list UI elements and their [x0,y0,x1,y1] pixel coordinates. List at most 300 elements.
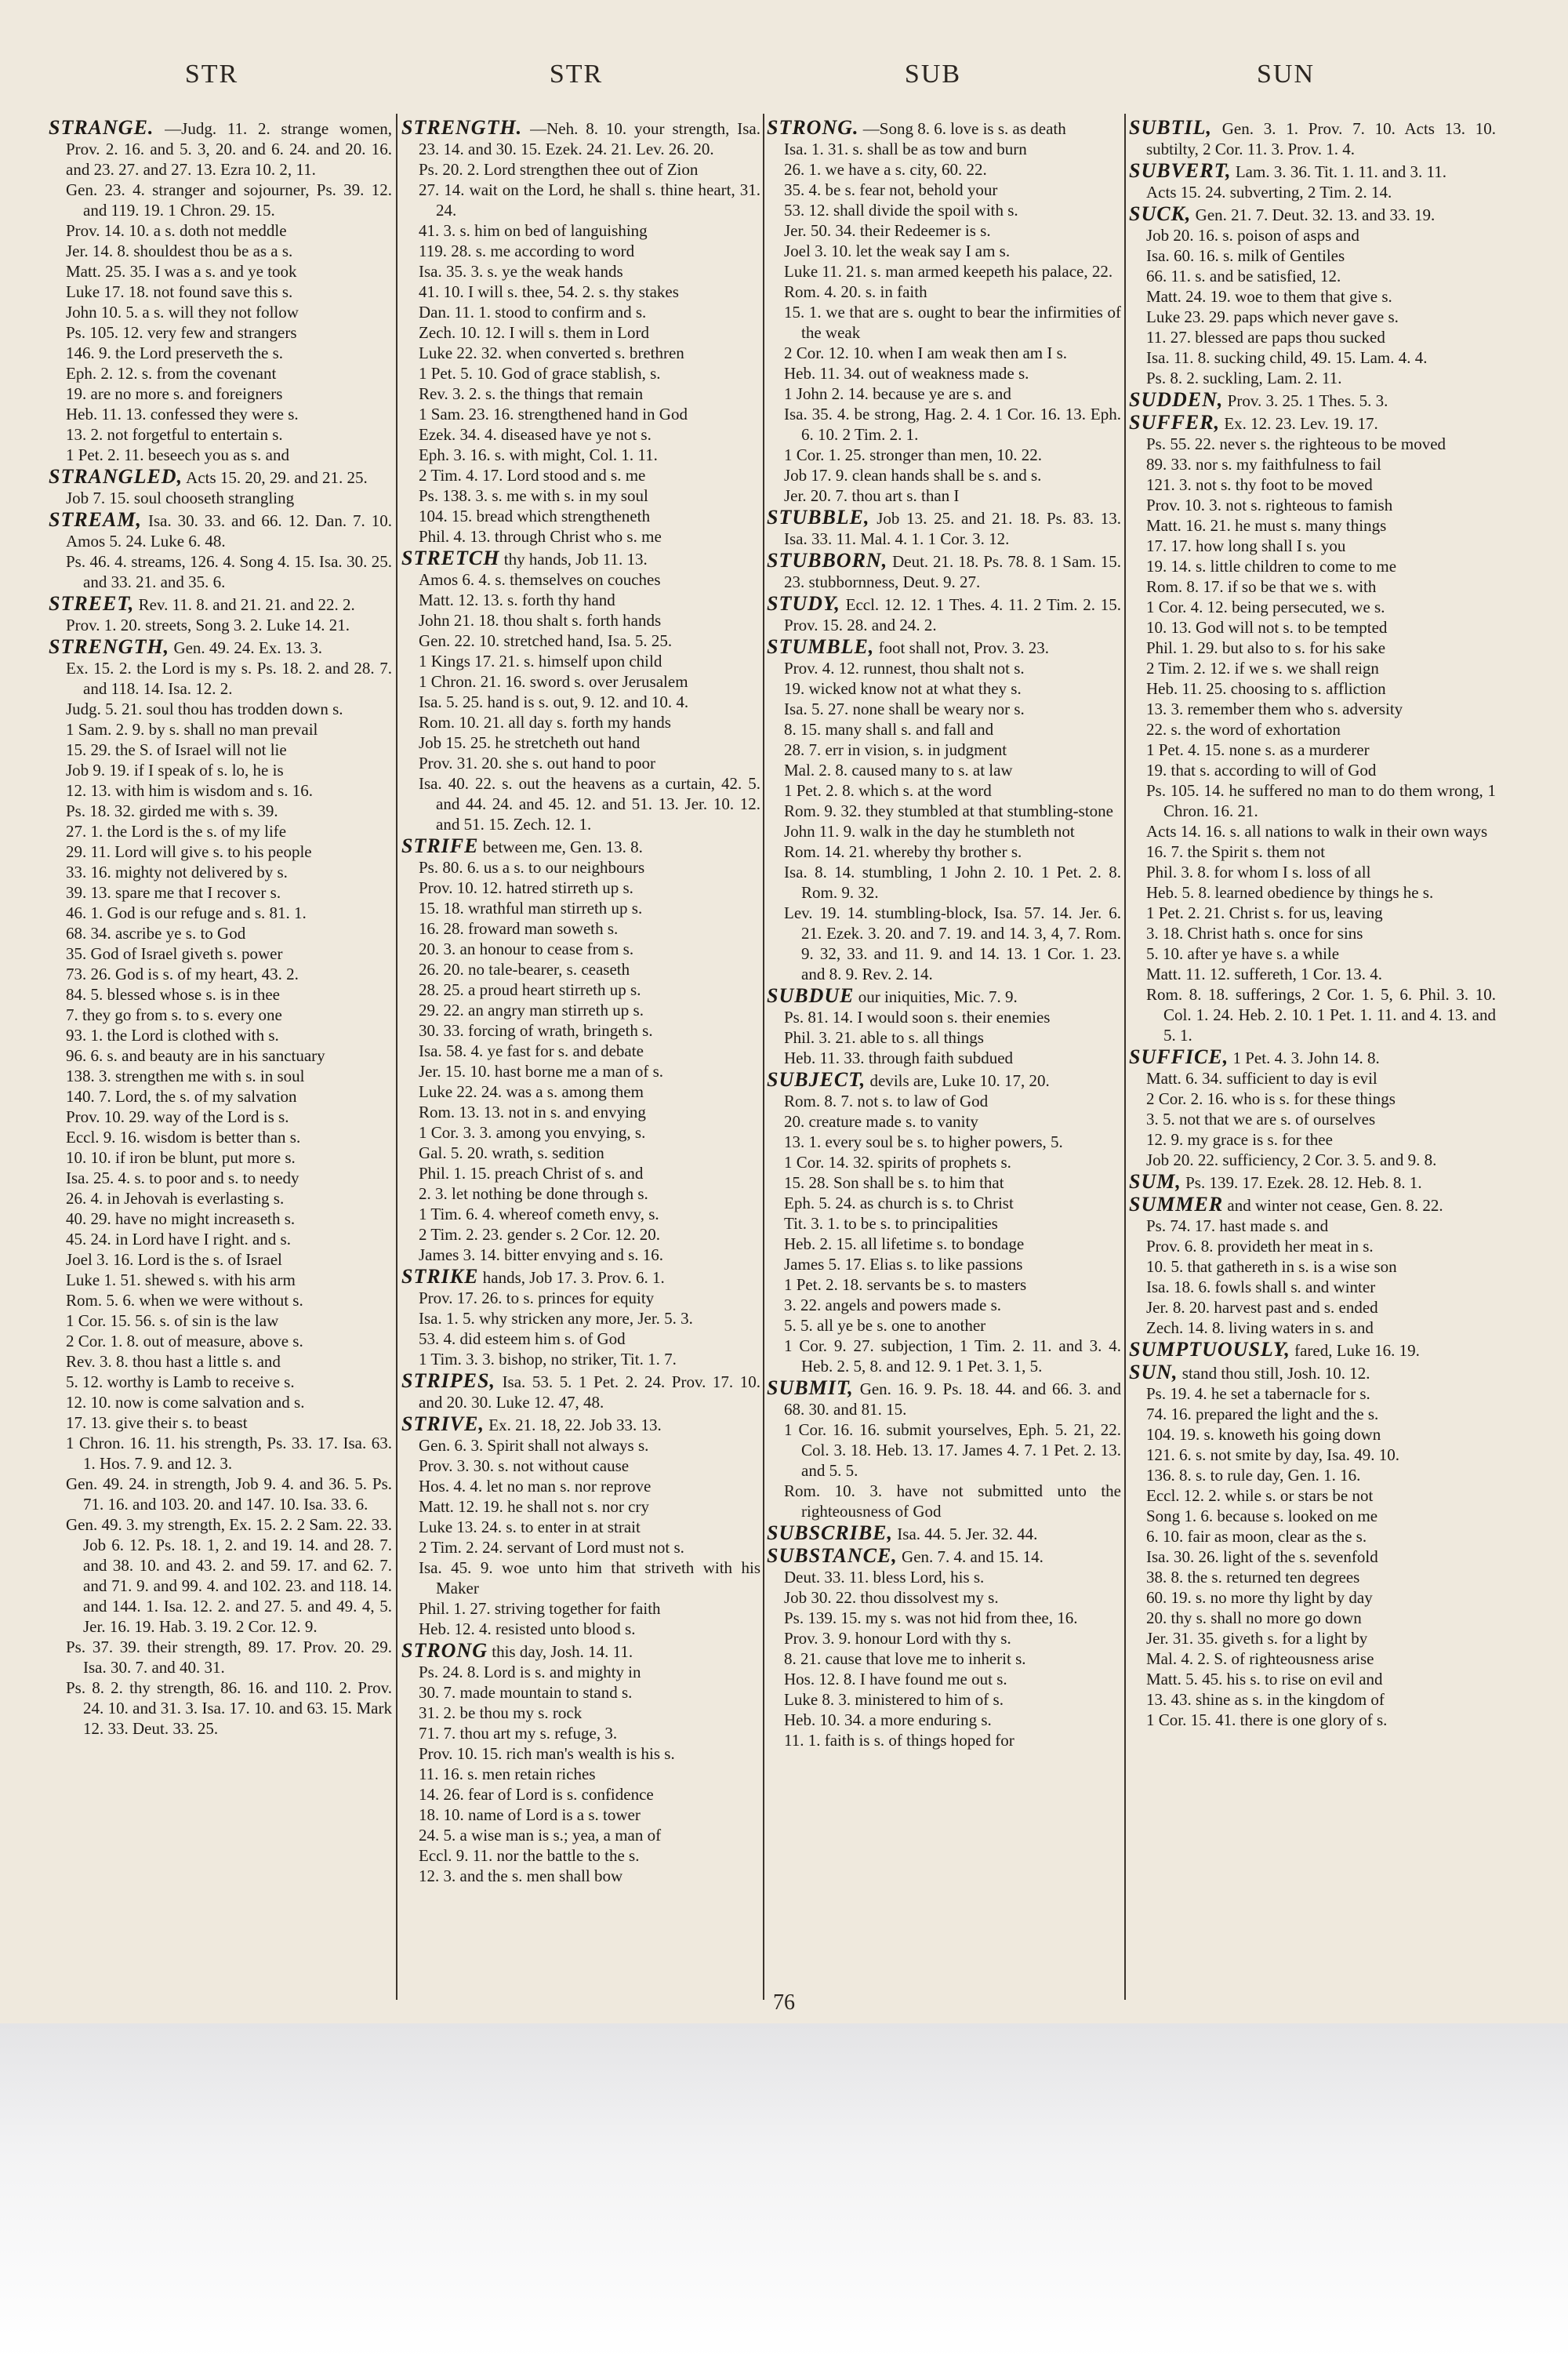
entry-reference-line: Deut. 33. 11. bless Lord, his s. [784,1568,985,1587]
concordance-entry [401,1371,760,1412]
concordance-entry [1129,1194,1496,1338]
entry-reference-line: Isa. 30. 26. light of the s. sevenfold [1146,1547,1378,1566]
entry-reference-line: 121. 6. s. not smite by day, Isa. 49. 10. [1146,1445,1399,1464]
entry-reference-line: 12. 10. now is come salvation and s. [66,1393,305,1412]
entry-reference-line: 13. 3. remember them who s. adversity [1146,700,1403,718]
entry-reference-line: 1 Pet. 2. 8. which s. at the word [784,781,992,800]
entry-keyword: STUBBORN, [767,549,888,572]
entry-reference-line: 28. 7. err in vision, s. in judgment [784,740,1007,759]
entry-reference-line: Job 7. 15. soul chooseth strangling [66,489,295,507]
entry-reference-line: Isa. 11. 8. sucking child, 49. 15. Lam. 4. 4. [1146,348,1428,367]
entry-reference-line: 30. 33. forcing of wrath, bringeth s. [419,1021,653,1040]
entry-reference-line: Rom. 4. 20. s. in faith [784,282,927,301]
entry-reference-line: Phil. 4. 13. through Christ who s. me [419,527,662,546]
entry-reference-line: 10. 10. if iron be blunt, put more s. [66,1148,296,1167]
entry-keyword: STRENGTH. [401,118,523,139]
entry-reference-line: 2 Tim. 2. 12. if we s. we shall reign [1146,659,1379,678]
entry-keyword: SUBDUE [767,984,855,1007]
entry-reference-line: Prov. 17. 26. to s. princes for equity [419,1289,655,1307]
concordance-entry [1129,1362,1496,1730]
entry-reference-line: 27. 1. the Lord is the s. of my life [66,822,287,841]
column-divider [763,114,764,2000]
entry-reference-line: 20. 3. an honour to cease from s. [419,940,634,958]
entry-reference-line: 3. 5. not that we are s. of ourselves [1146,1110,1376,1129]
entry-reference-line: Jer. 8. 20. harvest past and s. ended [1146,1298,1378,1317]
entry-reference-line: Rom. 5. 6. when we were without s. [66,1291,303,1310]
entry-first-reference: Isa. 53. 5. 1 Pet. 2. 24. Prov. 17. 10. and 20. 30. Luke 12. 47, 48. [419,1372,760,1412]
entry-keyword: STRIFE [401,834,479,857]
entry-reference-line: 1 Cor. 3. 3. among you envying, s. [419,1123,646,1142]
entry-reference-line: 15. 29. the S. of Israel will not lie [66,740,287,759]
entry-reference-line: 20. thy s. shall no more go down [1146,1608,1362,1627]
entry-reference-line: John 21. 18. thou shalt s. forth hands [419,611,662,630]
entry-reference-line: Matt. 5. 45. his s. to rise on evil and [1146,1670,1383,1688]
entry-reference-line: 1 Pet. 5. 10. God of grace stablish, s. [419,364,661,383]
running-header-4: SUN [1256,60,1316,89]
entry-reference-line: Ps. 46. 4. streams, 126. 4. Song 4. 15. Isa. 30. 25. and 33. 21. and 35. 6. [66,552,392,591]
entry-reference-line: Luke 13. 24. s. to enter in at strait [419,1518,641,1536]
entry-reference-line: 96. 6. s. and beauty are in his sanctuary [66,1046,325,1065]
concordance-entry [49,467,392,508]
entry-reference-line: Heb. 10. 34. a more enduring s. [784,1710,992,1729]
entry-reference-line: Job 30. 22. thou dissolvest my s. [784,1588,999,1607]
entry-keyword: STRETCH [401,547,500,569]
entry-first-reference: fared, Luke 16. 19. [1294,1341,1420,1360]
entry-reference-line: 11. 16. s. men retain riches [419,1765,596,1783]
entry-keyword: SUBMIT, [767,1376,854,1399]
column-2 [401,118,760,2000]
concordance-entry [767,507,1121,549]
concordance-entry [49,510,392,592]
entry-reference-line: Rom. 8. 18. sufferings, 2 Cor. 1. 5, 6. Phil. 3. 10. Col. 1. 24. Heb. 2. 10. 1 Pet. 1. 11. and 4. 13. and 5. 1. [1146,985,1496,1045]
entry-reference-line: 1 Tim. 3. 3. bishop, no striker, Tit. 1. 7. [419,1350,677,1369]
entry-reference-line: 24. 5. a wise man is s.; yea, a man of [419,1826,662,1845]
entry-reference-line: 2 Tim. 4. 17. Lord stood and s. me [419,466,646,485]
entry-reference-line: 35. 4. be s. fear not, behold your [784,180,998,199]
entry-reference-line: Prov. 1. 20. streets, Song 3. 2. Luke 14. 21. [66,616,350,634]
entry-reference-line: Ps. 20. 2. Lord strengthen thee out of Zion [419,160,699,179]
entry-reference-line: 2 Cor. 2. 16. who is s. for these things [1146,1089,1396,1108]
entry-reference-line: 15. 18. wrathful man stirreth up s. [419,899,643,918]
entry-reference-line: Rom. 14. 21. whereby thy brother s. [784,842,1022,861]
entry-reference-line: Gen. 23. 4. stranger and sojourner, Ps. 39. 12. and 119. 19. 1 Chron. 29. 15. [66,180,392,220]
page-number: 76 [773,1990,795,2015]
entry-reference-line: 89. 33. nor s. my faithfulness to fail [1146,455,1381,474]
entry-reference-line: 19. are no more s. and foreigners [66,384,283,403]
entry-reference-line: 29. 22. an angry man stirreth up s. [419,1001,644,1020]
entry-keyword: STUDY, [767,592,840,615]
entry-reference-line: 5. 12. worthy is Lamb to receive s. [66,1372,295,1391]
entry-reference-line: 28. 25. a proud heart stirreth up s. [419,980,641,999]
entry-reference-line: 41. 10. I will s. thee, 54. 2. s. thy stakes [419,282,679,301]
column-divider [1124,114,1126,2000]
entry-reference-line: Joel 3. 10. let the weak say I am s. [784,242,1011,260]
entry-first-reference: and winter not cease, Gen. 8. 22. [1227,1196,1443,1215]
concordance-entry [49,118,392,465]
entry-first-reference: thy hands, Job 11. 13. [503,550,648,569]
entry-reference-line: 1 Sam. 23. 16. strengthened hand in God [419,405,688,423]
entry-reference-line: 45. 24. in Lord have I right. and s. [66,1230,291,1249]
entry-reference-line: James 3. 14. bitter envying and s. 16. [419,1245,664,1264]
entry-keyword: SUN, [1129,1361,1178,1383]
entry-reference-line: Ps. 74. 17. hast made s. and [1146,1216,1329,1235]
entry-reference-line: Job 15. 25. he stretcheth out hand [419,733,641,752]
entry-reference-line: Prov. 4. 12. runnest, thou shalt not s. [784,659,1025,678]
entry-reference-line: 40. 29. have no might increaseth s. [66,1209,296,1228]
entry-keyword: SUCK, [1129,202,1192,225]
entry-reference-line: Rev. 3. 8. thou hast a little s. and [66,1352,281,1371]
entry-reference-line: Judg. 5. 21. soul thou has trodden down s. [66,700,343,718]
entry-reference-line: Heb. 11. 34. out of weakness made s. [784,364,1029,383]
entry-reference-line: 1 Chron. 21. 16. sword s. over Jerusalem [419,672,688,691]
entry-first-reference: 1 Pet. 4. 3. John 14. 8. [1232,1049,1380,1067]
entry-reference-line: 15. 1. we that are s. ought to bear the infirmities of the weak [784,303,1121,342]
entry-reference-line: Heb. 11. 33. through faith subdued [784,1049,1014,1067]
entry-reference-line: Acts 14. 16. s. all nations to walk in their own ways [1146,822,1488,841]
running-header-2: STR [549,60,604,89]
entry-reference-line: 6. 10. fair as moon, clear as the s. [1146,1527,1367,1546]
entry-reference-line: Ps. 37. 39. their strength, 89. 17. Prov. 20. 29. Isa. 30. 7. and 40. 31. [66,1637,392,1677]
entry-reference-line: Heb. 5. 8. learned obedience by things he s. [1146,883,1434,902]
entry-reference-line: Prov. 10. 3. not s. righteous to famish [1146,496,1393,514]
entry-first-reference: Isa. 44. 5. Jer. 32. 44. [897,1525,1038,1543]
entry-reference-line: Heb. 11. 25. choosing to s. affliction [1146,679,1386,698]
entry-reference-line: 38. 8. the s. returned ten degrees [1146,1568,1360,1587]
entry-reference-line: 17. 13. give their s. to beast [66,1413,248,1432]
entry-reference-line: 1 Pet. 4. 15. none s. as a murderer [1146,740,1370,759]
entry-reference-line: Isa. 8. 14. stumbling, 1 John 2. 10. 1 Pet. 2. 8. Rom. 9. 32. [784,863,1121,902]
concordance-entry [767,1070,1121,1376]
entry-first-reference: Lam. 3. 36. Tit. 1. 11. and 3. 11. [1235,162,1446,181]
entry-reference-line: Ps. 139. 15. my s. was not hid from thee, 16. [784,1608,1078,1627]
entry-reference-line: Jer. 31. 35. giveth s. for a light by [1146,1629,1368,1648]
entry-reference-line: 121. 3. not s. thy foot to be moved [1146,475,1373,494]
entry-reference-line: Mal. 4. 2. S. of righteousness arise [1146,1649,1374,1668]
entry-reference-line: 19. wicked know not at what they s. [784,679,1022,698]
entry-reference-line: 19. 14. s. little children to come to me [1146,557,1397,576]
entry-reference-line: Isa. 1. 5. why stricken any more, Jer. 5. 3. [419,1309,693,1328]
entry-first-reference: —Neh. 8. 10. your strength, Isa. 23. 14. and 30. 15. Ezek. 24. 21. Lev. 26. 20. [419,119,760,158]
entry-reference-line: Ps. 105. 14. he suffered no man to do them wrong, 1 Chron. 16. 21. [1146,781,1496,820]
entry-reference-line: 84. 5. blessed whose s. is in thee [66,985,280,1004]
entry-reference-line: Matt. 12. 19. he shall not s. nor cry [419,1497,649,1516]
entry-reference-line: 1 Cor. 9. 27. subjection, 1 Tim. 2. 11. and 3. 4. Heb. 2. 5, 8. and 12. 9. 1 Pet. 3. 1, 5. [784,1336,1121,1376]
entry-reference-line: 17. 17. how long shall I s. you [1146,536,1346,555]
entry-keyword: STRONG. [767,118,859,139]
entry-reference-line: 104. 15. bread which strengtheneth [419,507,651,525]
entry-reference-line: Luke 17. 18. not found save this s. [66,282,293,301]
entry-reference-line: Eph. 2. 12. s. from the covenant [66,364,277,383]
entry-reference-line: Rom. 8. 17. if so be that we s. with [1146,577,1377,596]
entry-reference-line: 1 Cor. 1. 25. stronger than men, 10. 22. [784,445,1042,464]
entry-reference-line: Prov. 10. 15. rich man's wealth is his s. [419,1744,675,1763]
entry-reference-line: Rom. 13. 13. not in s. and envying [419,1103,646,1121]
entry-first-reference: hands, Job 17. 3. Prov. 6. 1. [482,1268,665,1287]
entry-reference-line: 26. 4. in Jehovah is everlasting s. [66,1189,285,1208]
entry-reference-line: 10. 5. that gathereth in s. is a wise son [1146,1257,1397,1276]
entry-keyword: SUMMER [1129,1193,1224,1216]
entry-reference-line: 35. God of Israel giveth s. power [66,944,283,963]
entry-first-reference: Rev. 11. 8. and 21. 21. and 22. 2. [138,595,355,614]
entry-reference-line: Rev. 3. 2. s. the things that remain [419,384,644,403]
entry-reference-line: 93. 1. the Lord is clothed with s. [66,1026,279,1045]
entry-reference-line: Isa. 40. 22. s. out the heavens as a curtain, 42. 5. and 44. 24. and 45. 12. and 51. 13. Jer. 10. 12. and 51. 15. Zech. 12. 1. [419,774,760,834]
entry-first-reference: Job 13. 25. and 21. 18. Ps. 83. 13. Isa. 33. 11. Mal. 4. 1. 1 Cor. 3. 12. [784,509,1121,548]
entry-reference-line: Rom. 10. 3. have not submitted unto the righteousness of God [784,1481,1121,1521]
entry-keyword: STRIPES, [401,1369,495,1392]
entry-reference-line: Matt. 12. 13. s. forth thy hand [419,591,615,609]
entry-first-reference: —Judg. 11. 2. strange women, Prov. 2. 16. and 5. 3, 20. and 6. 24. and 20. 16. and 23. 27. and 27. 13. Ezra 10. 2, 11. [66,119,392,179]
concordance-entry [767,551,1121,592]
entry-reference-line: Tit. 3. 1. to be s. to principalities [784,1214,998,1233]
entry-reference-line: Luke 8. 3. ministered to him of s. [784,1690,1004,1709]
concordance-entry [1129,1047,1496,1170]
entry-reference-line: 8. 21. cause that love me to inherit s. [784,1649,1026,1668]
entry-reference-line: Matt. 6. 34. sufficient to day is evil [1146,1069,1377,1088]
entry-reference-line: Ps. 81. 14. I would soon s. their enemies [784,1008,1051,1027]
entry-keyword: SUMPTUOUSLY, [1129,1338,1290,1361]
concordance-entry [401,836,760,1265]
entry-reference-line: Prov. 31. 20. she s. out hand to poor [419,754,655,772]
concordance-entry [401,548,760,834]
entry-reference-line: Isa. 5. 25. hand is s. out, 9. 12. and 10. 4. [419,692,689,711]
entry-reference-line: 53. 4. did esteem him s. of God [419,1329,626,1348]
entry-reference-line: 7. they go from s. to s. every one [66,1005,282,1024]
entry-reference-line: 1 John 2. 14. because ye are s. and [784,384,1011,403]
entry-reference-line: 11. 27. blessed are paps thou sucked [1146,328,1385,347]
entry-keyword: STREAM, [49,508,142,531]
entry-reference-line: 2 Tim. 2. 23. gender s. 2 Cor. 12. 20. [419,1225,661,1244]
entry-reference-line: Prov. 3. 9. honour Lord with thy s. [784,1629,1011,1648]
entry-first-reference: our iniquities, Mic. 7. 9. [858,987,1018,1006]
entry-reference-line: Luke 22. 24. was a s. among them [419,1082,644,1101]
entry-reference-line: Phil. 1. 15. preach Christ of s. and [419,1164,644,1183]
entry-reference-line: Lev. 19. 14. stumbling-block, Isa. 57. 14. Jer. 6. 21. Ezek. 3. 20. and 7. 19. and 14. 3, 4, 7. Rom. 9. 32, 33. and 11. 9. and 14. 13. 1 Cor. 1. 23. and 8. 9. Rev. 2. 14. [784,903,1121,983]
entry-first-reference: Prov. 3. 25. 1 Thes. 5. 3. [1227,391,1388,410]
concordance-entry [401,1641,760,1886]
entry-reference-line: 15. 28. Son shall be s. to him that [784,1173,1004,1192]
entry-reference-line: Isa. 58. 4. ye fast for s. and debate [419,1041,644,1060]
entry-reference-line: Ps. 8. 2. thy strength, 86. 16. and 110. 2. Prov. 24. 10. and 31. 3. Isa. 17. 10. and 63. 15. Mark 12. 33. Deut. 33. 25. [66,1678,392,1738]
entry-first-reference: between me, Gen. 13. 8. [482,838,643,856]
entry-reference-line: 11. 1. faith is s. of things hoped for [784,1731,1014,1750]
entry-reference-line: Matt. 25. 35. I was a s. and ye took [66,262,297,281]
entry-keyword: STUBBLE, [767,506,870,529]
entry-first-reference: Gen. 3. 1. Prov. 7. 10. Acts 13. 10. subtilty, 2 Cor. 11. 3. Prov. 1. 4. [1146,119,1496,158]
entry-reference-line: Phil. 1. 27. striving together for faith [419,1599,661,1618]
entry-reference-line: Gen. 49. 24. in strength, Job 9. 4. and 36. 5. Ps. 71. 16. and 103. 20. and 147. 10. Isa. 33. 6. [66,1474,392,1514]
entry-first-reference: Acts 15. 20, 29. and 21. 25. [186,468,368,487]
entry-reference-line: John 10. 5. a s. will they not follow [66,303,299,322]
entry-reference-line: Gal. 5. 20. wrath, s. sedition [419,1143,604,1162]
entry-first-reference: devils are, Luke 10. 17, 20. [869,1071,1050,1090]
entry-reference-line: 1 Cor. 4. 12. being persecuted, we s. [1146,598,1385,616]
concordance-entry [767,637,1121,984]
entry-reference-line: Luke 1. 51. shewed s. with his arm [66,1270,296,1289]
entry-reference-line: Heb. 11. 13. confessed they were s. [66,405,299,423]
concordance-entry [1129,118,1496,159]
entry-reference-line: Zech. 10. 12. I will s. them in Lord [419,323,649,342]
entry-reference-line: Ps. 105. 12. very few and strangers [66,323,297,342]
entry-reference-line: Isa. 25. 4. s. to poor and s. to needy [66,1169,299,1187]
entry-reference-line: Prov. 10. 12. hatred stirreth up s. [419,878,633,897]
entry-keyword: SUBSCRIBE, [767,1521,894,1544]
entry-keyword: STRANGE. [49,118,154,139]
entry-reference-line: 71. 7. thou art my s. refuge, 3. [419,1724,618,1743]
entry-reference-line: Matt. 11. 12. suffereth, 1 Cor. 13. 4. [1146,965,1382,983]
concordance-entry [49,637,392,1739]
column-1 [49,118,392,2000]
concordance-entry [767,118,1121,506]
entry-reference-line: Luke 11. 21. s. man armed keepeth his palace, 22. [784,262,1113,281]
entry-reference-line: 27. 14. wait on the Lord, he shall s. thine heart, 31. 24. [419,180,760,220]
entry-reference-line: Isa. 18. 6. fowls shall s. and winter [1146,1278,1376,1296]
entry-reference-line: 73. 26. God is s. of my heart, 43. 2. [66,965,299,983]
entry-reference-line: 2. 3. let nothing be done through s. [419,1184,648,1203]
entry-reference-line: Ps. 80. 6. us a s. to our neighbours [419,858,645,877]
running-headers [0,60,1568,107]
entry-first-reference: Gen. 21. 7. Deut. 32. 13. and 33. 19. [1195,205,1436,224]
entry-reference-line: Phil. 3. 8. for whom I s. loss of all [1146,863,1371,881]
entry-reference-line: Isa. 45. 9. woe unto him that striveth with his Maker [419,1558,760,1598]
entry-reference-line: Hos. 4. 4. let no man s. nor reprove [419,1477,652,1496]
entry-reference-line: Isa. 60. 16. s. milk of Gentiles [1146,246,1345,265]
entry-first-reference: Isa. 30. 33. and 66. 12. Dan. 7. 10. Amos 5. 24. Luke 6. 48. [66,511,392,551]
entry-reference-line: Acts 15. 24. subverting, 2 Tim. 2. 14. [1146,183,1392,202]
entry-keyword: SUFFER, [1129,411,1221,434]
entry-reference-line: Matt. 24. 19. woe to them that give s. [1146,287,1392,306]
entry-reference-line: Ps. 18. 32. girded me with s. 39. [66,801,278,820]
entry-reference-line: Isa. 1. 31. s. shall be as tow and burn [784,140,1027,158]
entry-first-reference: foot shall not, Prov. 3. 23. [878,638,1049,657]
entry-keyword: STRANGLED, [49,465,183,488]
entry-reference-line: Matt. 16. 21. he must s. many things [1146,516,1387,535]
entry-reference-line: Prov. 10. 29. way of the Lord is s. [66,1107,289,1126]
entry-keyword: STRENGTH, [49,635,170,658]
entry-reference-line: 1 Cor. 15. 56. s. of sin is the law [66,1311,279,1330]
entry-reference-line: Job 20. 22. sufficiency, 2 Cor. 3. 5. and 9. 8. [1146,1150,1437,1169]
entry-reference-line: 29. 11. Lord will give s. to his people [66,842,312,861]
entry-reference-line: 3. 22. angels and powers made s. [784,1296,1002,1314]
entry-reference-line: Prov. 3. 30. s. not without cause [419,1456,630,1475]
entry-reference-line: Eccl. 12. 2. while s. or stars be not [1146,1486,1374,1505]
entry-reference-line: Luke 23. 29. paps which never gave s. [1146,307,1399,326]
entry-reference-line: 1 Pet. 2. 18. servants be s. to masters [784,1275,1027,1294]
column-4 [1129,118,1496,2000]
concordance-entry [49,594,392,635]
entry-reference-line: Jer. 14. 8. shouldest thou be as a s. [66,242,293,260]
entry-reference-line: 12. 9. my grace is s. for thee [1146,1130,1333,1149]
entry-reference-line: Eccl. 9. 11. nor the battle to the s. [419,1846,640,1865]
entry-reference-line: 53. 12. shall divide the spoil with s. [784,201,1018,220]
entry-reference-line: Zech. 14. 8. living waters in s. and [1146,1318,1374,1337]
entry-reference-line: 22. s. the word of exhortation [1146,720,1341,739]
entry-reference-line: Hos. 12. 8. I have found me out s. [784,1670,1007,1688]
concordance-entry [767,1523,1121,1544]
entry-reference-line: 12. 3. and the s. men shall bow [419,1866,623,1885]
entry-reference-line: Heb. 2. 15. all lifetime s. to bondage [784,1234,1025,1253]
entry-reference-line: 10. 13. God will not s. to be tempted [1146,618,1388,637]
entry-reference-line: 1 Pet. 2. 21. Christ s. for us, leaving [1146,903,1383,922]
entry-reference-line: Ezek. 34. 4. diseased have ye not s. [419,425,652,444]
entry-reference-line: 16. 28. froward man soweth s. [419,919,619,938]
entry-reference-line: 1 Cor. 15. 41. there is one glory of s. [1146,1710,1388,1729]
entry-first-reference: Ex. 21. 18, 22. Job 33. 13. [488,1416,662,1434]
entry-reference-line: Amos 6. 4. s. themselves on couches [419,570,661,589]
entry-first-reference: Ex. 12. 23. Lev. 19. 17. [1224,414,1378,433]
entry-reference-line: Phil. 3. 21. able to s. all things [784,1028,984,1047]
entry-reference-line: Joel 3. 16. Lord is the s. of Israel [66,1250,282,1269]
entry-reference-line: 2 Cor. 1. 8. out of measure, above s. [66,1332,303,1350]
concordance-entry [401,1414,760,1639]
entry-reference-line: Song 1. 6. because s. looked on me [1146,1507,1378,1525]
concordance-entry [1129,204,1496,388]
entry-reference-line: 46. 1. God is our refuge and s. 81. 1. [66,903,307,922]
entry-keyword: SUM, [1129,1170,1181,1193]
entry-reference-line: 140. 7. Lord, the s. of my salvation [66,1087,297,1106]
entry-reference-line: 104. 19. s. knoweth his going down [1146,1425,1381,1444]
entry-reference-line: Ps. 24. 8. Lord is s. and mighty in [419,1663,641,1681]
entry-first-reference: Gen. 7. 4. and 15. 14. [902,1547,1044,1566]
running-header-3: SUB [904,60,962,89]
entry-reference-line: 31. 2. be thou my s. rock [419,1703,583,1722]
entry-keyword: SUBVERT, [1129,159,1232,182]
entry-reference-line: 1 Tim. 6. 4. whereof cometh envy, s. [419,1205,659,1223]
entry-reference-line: 2 Tim. 2. 24. servant of Lord must not s. [419,1538,684,1557]
concordance-entry [767,986,1121,1068]
entry-reference-line: Rom. 10. 21. all day s. forth my hands [419,713,671,732]
entry-keyword: SUBSTANCE, [767,1544,898,1567]
entry-keyword: STRIVE, [401,1412,485,1435]
concordance-entry [767,1378,1121,1521]
entry-reference-line: 68. 34. ascribe ye s. to God [66,924,246,943]
entry-reference-line: Isa. 5. 27. none shall be weary nor s. [784,700,1025,718]
entry-reference-line: Dan. 11. 1. stood to confirm and s. [419,303,647,322]
entry-keyword: SUBTIL, [1129,118,1212,139]
entry-first-reference: Eccl. 12. 12. 1 Thes. 4. 11. 2 Tim. 2. 15. Prov. 15. 28. and 24. 2. [784,595,1121,634]
entry-reference-line: Eph. 3. 16. s. with might, Col. 1. 11. [419,445,658,464]
entry-reference-line: Job 20. 16. s. poison of asps and [1146,226,1359,245]
entry-keyword: STRIKE [401,1265,479,1288]
entry-reference-line: 30. 7. made mountain to stand s. [419,1683,633,1702]
entry-reference-line: 5. 10. after ye have s. a while [1146,944,1340,963]
entry-reference-line: 66. 11. s. and be satisfied, 12. [1146,267,1341,285]
entry-reference-line: Prov. 6. 8. provideth her meat in s. [1146,1237,1374,1256]
entry-reference-line: Job 17. 9. clean hands shall be s. and s. [784,466,1042,485]
entry-keyword: STRONG [401,1639,488,1662]
entry-reference-line: Prov. 14. 10. a s. doth not meddle [66,221,287,240]
entry-first-reference: Ps. 139. 17. Ezek. 28. 12. Heb. 8. 1. [1185,1173,1422,1192]
entry-reference-line: 18. 10. name of Lord is a s. tower [419,1805,641,1824]
entry-reference-line: 13. 43. shine as s. in the kingdom of [1146,1690,1385,1709]
column-3 [767,118,1121,2000]
entry-reference-line: Isa. 35. 4. be strong, Hag. 2. 4. 1 Cor. 16. 13. Eph. 6. 10. 2 Tim. 2. 1. [784,405,1121,444]
running-header-1: STR [184,60,239,89]
entry-reference-line: Gen. 49. 3. my strength, Ex. 15. 2. 2 Sam. 22. 33. Job 6. 12. Ps. 18. 1, 2. and 19. 14. and 28. 7. and 38. 10. and 43. 2. and 59. 17. and 62. 7. and 71. 9. and 99. 4. and 102. 23. and 118. 14. and 144. 1. Isa. 12. 2. and 27. 5. and 49. 4, 5. Jer. 16. 19. Hab. 3. 19. 2 Cor. 12. 9. [66,1515,392,1636]
entry-keyword: SUFFICE, [1129,1045,1229,1068]
entry-reference-line: John 11. 9. walk in the day he stumbleth not [784,822,1075,841]
entry-reference-line: 14. 26. fear of Lord is s. confidence [419,1785,654,1804]
entry-reference-line: Ps. 55. 22. never s. the righteous to be moved [1146,434,1446,453]
entry-reference-line: 1 Chron. 16. 11. his strength, Ps. 33. 17. Isa. 63. 1. Hos. 7. 9. and 12. 3. [66,1434,392,1473]
entry-reference-line: Rom. 8. 7. not s. to law of God [784,1092,989,1110]
entry-reference-line: Gen. 22. 10. stretched hand, Isa. 5. 25. [419,631,673,650]
entry-reference-line: Eccl. 9. 16. wisdom is better than s. [66,1128,301,1147]
entry-reference-line: Eph. 5. 24. as church is s. to Christ [784,1194,1014,1212]
concordance-entry [1129,390,1496,411]
entry-reference-line: 3. 18. Christ hath s. once for sins [1146,924,1363,943]
entry-reference-line: Ps. 138. 3. s. me with s. in my soul [419,486,648,505]
